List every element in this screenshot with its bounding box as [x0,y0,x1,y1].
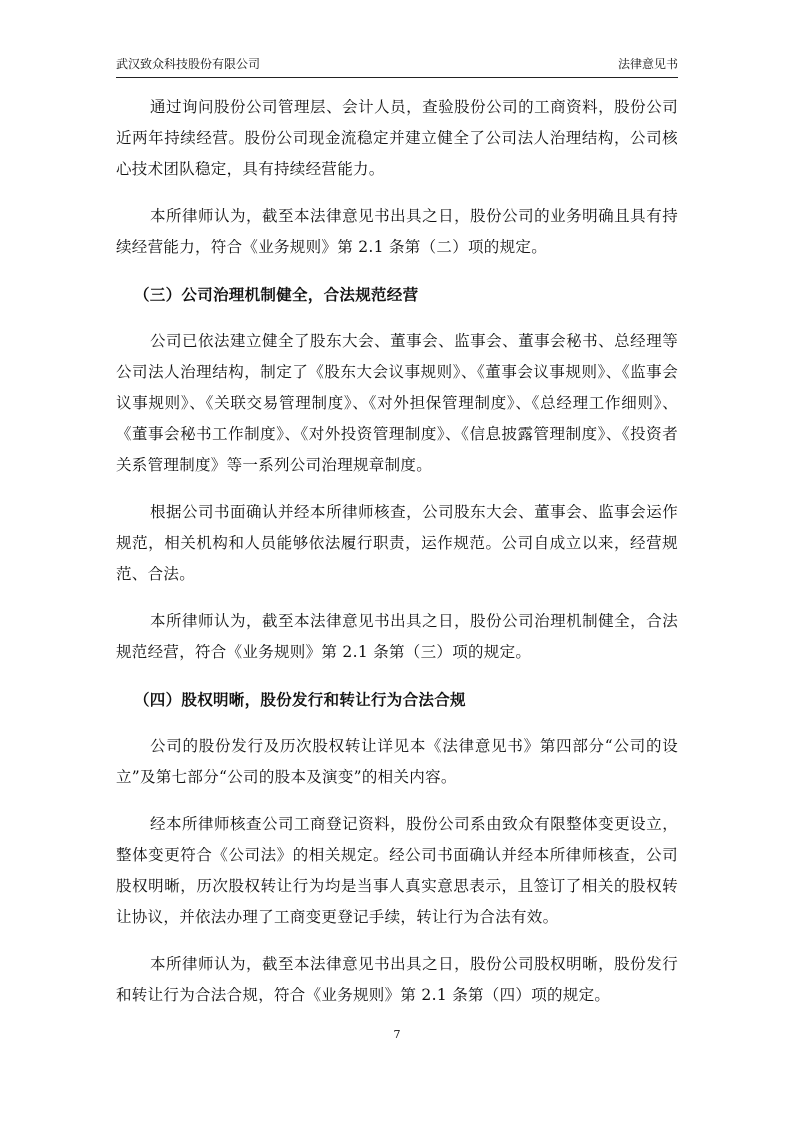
paragraph-governance-review: 根据公司书面确认并经本所律师核查，公司股东大会、董事会、监事会运作规范，相关机构和人员能够依法履行职责，运作规范。公司自成立以来，经营规范、合法。 [116,503,678,583]
page-header [116,55,678,78]
header-company-name: 武汉致众科技股份有限公司 [116,57,261,71]
header-document-type: 法律意见书 [617,57,678,71]
document-body [116,92,678,1011]
section-heading-3: （三）公司治理机制健全，合法规范经营 [134,285,419,304]
paragraph-governance-structure: 公司已依法建立健全了股东大会、董事会、监事会、董事会秘书、总经理等公司法人治理结构，制定了《股东大会议事规则》、《董事会议事规则》、《监事会议事规则》、《关联交易管理制度》、《对外担保管理制度》、《总经理工作细则》、《董事会秘书工作制度》、《对外投资管理制度》、《信息披露管理制度》、《投资者关系管理制度》等一系列公司治理规章制度。 [116,332,678,474]
paragraph-equity-review: 经本所律师核查公司工商登记资料，股份公司系由致众有限整体变更设立，整体变更符合《公司法》的相关规定。经公司书面确认并经本所律师核查，公司股权明晰，历次股权转让行为均是当事人真实意思表示，且签订了相关的股权转让协议，并依法办理了工商变更登记手续，转让行为合法有效。 [116,815,678,926]
page-number: 7 [393,1028,401,1041]
section-heading-4: （四）股权明晰，股份发行和转让行为合法合规 [134,690,466,709]
paragraph-conclusion-4: 本所律师认为，截至本法律意见书出具之日，股份公司股权明晰，股份发行和转让行为合法合规，符合《业务规则》第 2.1 条第（四）项的规定。 [116,955,678,1004]
paragraph-conclusion-3: 本所律师认为，截至本法律意见书出具之日，股份公司治理机制健全，合法规范经营，符合《业务规则》第 2.1 条第（三）项的规定。 [116,612,678,661]
paragraph-conclusion-2: 本所律师认为，截至本法律意见书出具之日，股份公司的业务明确且具有持续经营能力，符合《业务规则》第 2.1 条第（二）项的规定。 [116,207,678,256]
paragraph-share-issuance-reference: 公司的股份发行及历次股权转让详见本《法律意见书》第四部分“公司的设立”及第七部分“公司的股本及演变”的相关内容。 [116,737,678,786]
paragraph-continuing-operations: 通过询问股份公司管理层、会计人员，查验股份公司的工商资料，股份公司近两年持续经营。股份公司现金流稳定并建立健全了公司法人治理结构，公司核心技术团队稳定，具有持续经营能力。 [116,98,678,178]
